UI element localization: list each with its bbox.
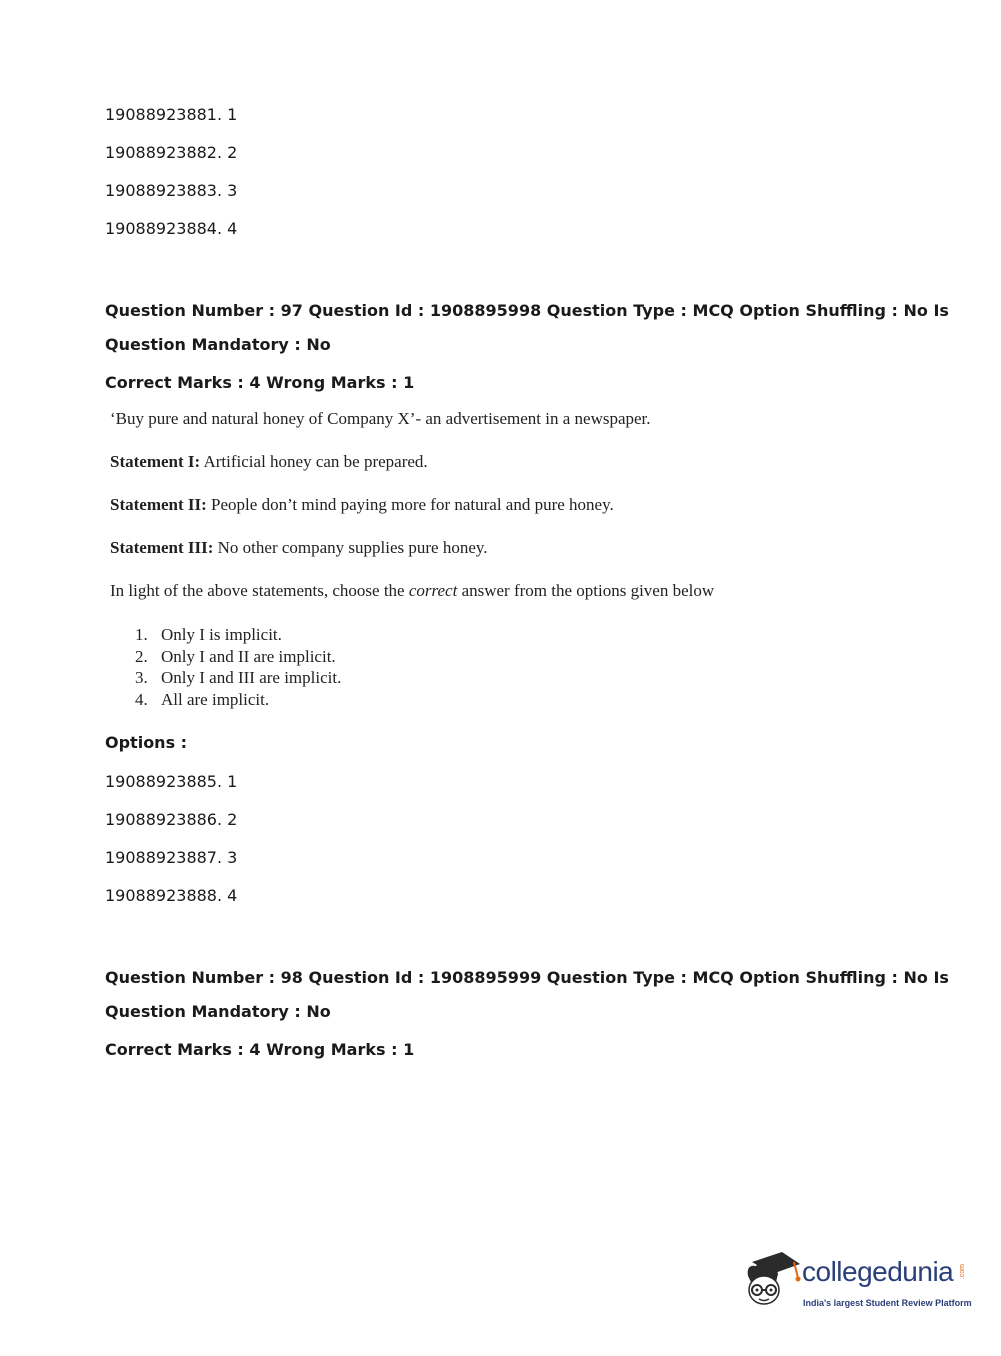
choice-number: 2.	[135, 647, 148, 666]
choice-text: Only I is implicit.	[161, 625, 282, 644]
statement-label: Statement II:	[110, 495, 207, 514]
question-header: Question Number : 98 Question Id : 1908895999 Question Type : MCQ Option Shuffling : No Is	[105, 968, 949, 987]
instruction-emphasis: correct	[408, 581, 458, 600]
statement-text: People don’t mind paying more for natural and pure honey.	[206, 495, 614, 514]
option-line: 19088923884. 4	[105, 219, 238, 238]
choice-item	[135, 625, 282, 645]
choice-number: 1.	[135, 625, 148, 644]
instruction-text: In light of the above statements, choose the	[110, 581, 409, 600]
question-instruction	[110, 581, 714, 601]
question-marks: Correct Marks : 4 Wrong Marks : 1	[105, 373, 415, 392]
option-line: 19088923881. 1	[105, 105, 238, 124]
mascot-icon	[742, 1248, 804, 1310]
instruction-text: answer from the options given below	[457, 581, 715, 600]
choice-text: All are implicit.	[161, 690, 270, 709]
option-line: 19088923882. 2	[105, 143, 238, 162]
question-passage: ‘Buy pure and natural honey of Company X’- an advertisement in a newspaper.	[110, 409, 651, 428]
option-line: 19088923885. 1	[105, 772, 238, 791]
statement-text: Artificial honey can be prepared.	[200, 452, 428, 471]
logo-wordmark: collegedunia	[802, 1256, 954, 1287]
question-marks: Correct Marks : 4 Wrong Marks : 1	[105, 1040, 415, 1059]
question-header: Question Number : 97 Question Id : 1908895998 Question Type : MCQ Option Shuffling : No Is	[105, 301, 949, 320]
statement-label: Statement I:	[110, 452, 201, 471]
statement-text: No other company supplies pure honey.	[213, 538, 488, 557]
logo-tagline: India's largest Student Review Platform	[803, 1298, 972, 1308]
option-line: 19088923888. 4	[105, 886, 238, 905]
options-label: Options :	[105, 733, 188, 752]
choice-item	[135, 690, 269, 710]
option-line: 19088923887. 3	[105, 848, 238, 867]
collegedunia-logo	[742, 1248, 972, 1318]
choice-item	[135, 647, 336, 667]
option-line: 19088923886. 2	[105, 810, 238, 829]
logo-suffix: .com	[959, 1264, 966, 1280]
choice-text: Only I and III are implicit.	[161, 668, 342, 687]
option-line: 19088923883. 3	[105, 181, 238, 200]
choice-number: 4.	[135, 690, 148, 709]
choice-text: Only I and II are implicit.	[161, 647, 336, 666]
choice-item	[135, 668, 341, 688]
statement-3	[110, 538, 488, 558]
statement-label: Statement III:	[110, 538, 214, 557]
question-mandatory: Question Mandatory : No	[105, 335, 331, 354]
choice-number: 3.	[135, 668, 148, 687]
statement-1	[110, 452, 428, 472]
statement-2	[110, 495, 614, 515]
question-mandatory: Question Mandatory : No	[105, 1002, 331, 1021]
